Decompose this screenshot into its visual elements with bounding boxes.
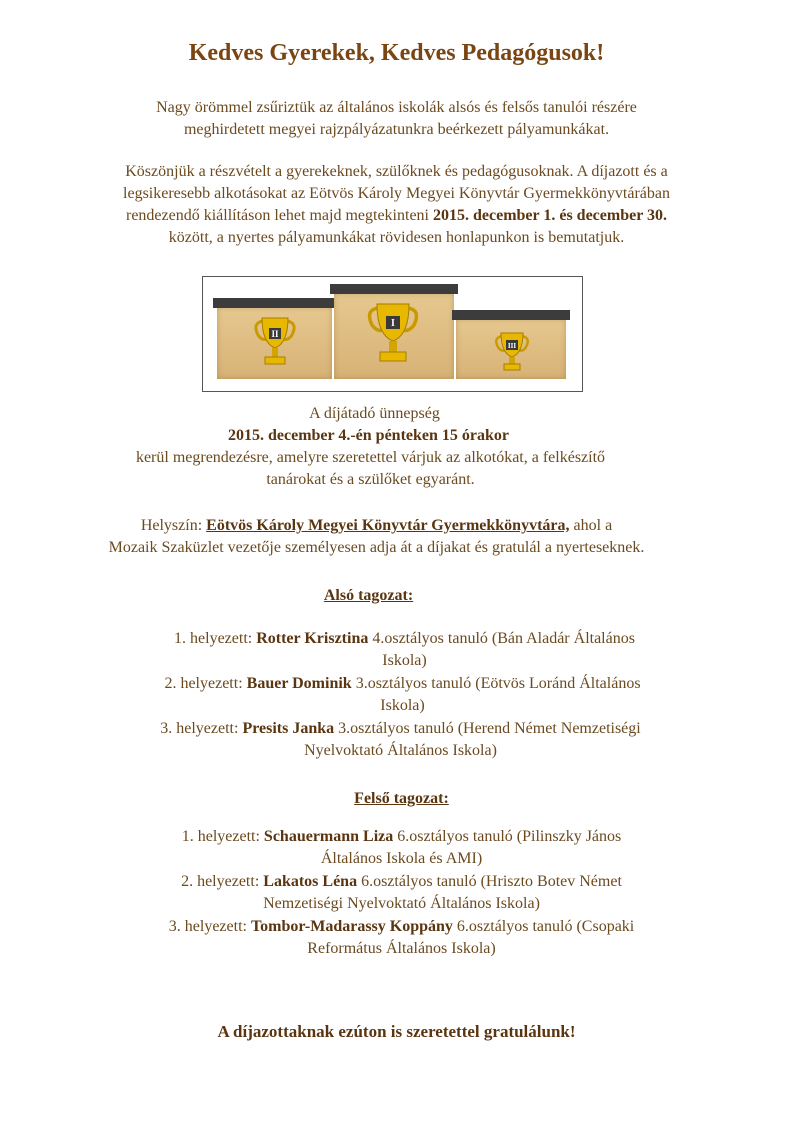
podium-image <box>202 276 583 392</box>
list-item: 3. helyezett: Tombor-Madarassy Koppány 6.osztályos tanuló (Csopaki Református Általános Iskola) <box>168 918 635 957</box>
trophy-icon <box>495 331 529 375</box>
library-link: Eötvös Károly Megyei Könyvtár Gyermekkönyvtára, <box>206 517 570 534</box>
ceremony-text: kerül megrendezésre, amelyre szeretettel várjuk az alkotókat, a felkészítő tanárokat és a szülőket egyaránt. <box>135 449 606 488</box>
list-item: 1. helyezett: Schauermann Liza 6.osztályos tanuló (Pilinszky János Általános Iskola és AMI) <box>181 828 622 867</box>
list-item: 2. helyezett: Lakatos Léna 6.osztályos tanuló (Hriszto Botev Német Nemzetiségi Nyelvoktató Általános Iskola) <box>181 873 622 912</box>
rank-label: III <box>507 342 517 350</box>
podium-block-first <box>334 293 454 379</box>
lower-section-heading: Alsó tagozat: <box>323 587 414 604</box>
podium-block-third <box>456 319 566 379</box>
list-item: 3. helyezett: Presits Janka 3.osztályos tanuló (Herend Német Nemzetiségi Nyelvoktató Általános Iskola) <box>160 720 641 759</box>
podium-block-second <box>217 307 332 379</box>
thanks-paragraph: Köszönjük a részvételt a gyerekeknek, szülőknek és pedagógusoknak. A díjazott és a legsikeresebb alkotásokat az Eötvös Károly Megyei Könyvtár Gyermekkönyvtárában rendezendő kiállításon lehet majd megtekinteni 2015. december 1. és december 30. között, a nyertes pályamunkákat rövidesen honlapunkon is bemutatjuk. <box>123 163 670 246</box>
rank-label: II <box>271 329 279 339</box>
exhibition-dates: 2015. december 1. és december 30. <box>433 207 668 224</box>
page-title: Kedves Gyerekek, Kedves Pedagógusok! <box>188 40 605 66</box>
rank-label: I <box>391 318 395 329</box>
ceremony-date: 2015. december 4.-én pénteken 15 órakor <box>228 427 509 444</box>
location-paragraph: Helyszín: Eötvös Károly Megyei Könyvtár Gyermekkönyvtára, ahol a Mozaik Szaküzlet vezetője személyesen adja át a díjakat és gratulál a nyerteseknek. <box>108 517 645 556</box>
ceremony-paragraph: A díjátadó ünnepség <box>309 405 440 422</box>
upper-section-heading: Felső tagozat: <box>354 790 449 807</box>
list-item: 2. helyezett: Bauer Dominik 3.osztályos tanuló (Eötvös Loránd Általános Iskola) <box>164 675 641 714</box>
trophy-icon <box>367 301 419 369</box>
list-item: 1. helyezett: Rotter Krisztina 4.osztályos tanuló (Bán Aladár Általános Iskola) <box>174 630 635 669</box>
closing-message: A díjazottaknak ezúton is szeretettel gratulálunk! <box>217 1022 576 1041</box>
trophy-icon <box>254 315 296 371</box>
intro-paragraph: Nagy örömmel zsűriztük az általános iskolák alsós és felsős tanulói részére meghirdetett megyei rajzpályázatunkra beérkezett pályamunkákat. <box>156 99 637 138</box>
